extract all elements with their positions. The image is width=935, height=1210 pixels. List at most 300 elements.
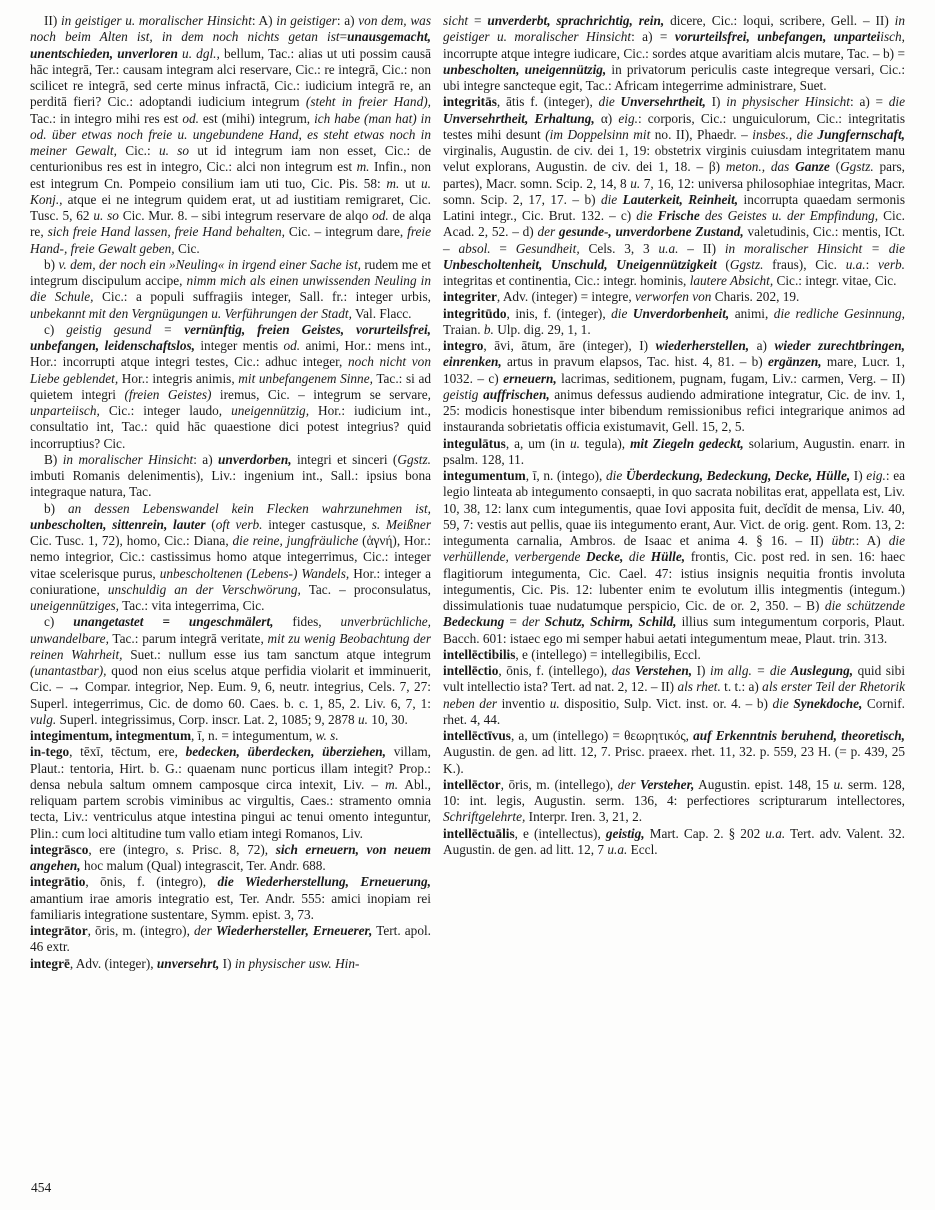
text-run: der — [521, 614, 545, 630]
text-run: animi, Hor.: mens int., Hor.: incorrupti atque integri testes, Cic.: adhuc integer, — [30, 338, 431, 370]
text-run: verworfen von — [635, 289, 712, 305]
text-run: u. — [549, 695, 560, 711]
text-run: integro — [443, 338, 484, 353]
text-run: Synekdoche, — [793, 695, 863, 711]
text-run: intellēctīvus — [443, 728, 511, 743]
text-run: Cels. 3, 3 — [579, 240, 659, 256]
text-run: , a, um (in — [505, 435, 570, 451]
text-run: Frische — [657, 208, 700, 223]
text-run: : corporis, Cic.: unguiculorum, Cic.: integritatis testes mihi desunt — [443, 110, 905, 142]
text-run: Superl. integrissimus, Corp. inscr. Lat. 2, 1085; 9, 2878 — [56, 711, 358, 727]
text-run: Ggstz. — [397, 451, 431, 467]
text-run: integritās — [443, 94, 497, 110]
text-run: des Geistes u. der Empfindung, — [699, 208, 879, 223]
text-run: als erster Teil der Rhetorik neben der — [443, 679, 905, 711]
text-run: Unversehrtheit, — [620, 94, 706, 110]
text-run: I) — [850, 468, 867, 483]
text-run: od. — [182, 110, 199, 126]
text-run: atque ei ne integrum quidem erat, ut ad iustitiam remigraret, Cic. Tusc. 5, 62 — [30, 191, 431, 223]
text-run: insbes., die — [752, 126, 818, 142]
text-run: freie Hand-, freie Gewalt geben, — [30, 224, 431, 256]
text-run: oft verb. — [215, 516, 263, 532]
text-run: wiederherstellen, — [655, 338, 750, 353]
text-run: integer castusque, — [262, 516, 372, 532]
text-run: u.a. — [607, 841, 628, 857]
text-run: c) — [44, 321, 67, 337]
text-run: serm. 128, 10: int. legis, Augustin. serm. 136, 4: perfectiores scripturarum intellectores, — [443, 776, 905, 808]
text-run: 7, 16, 12: universa philosophiae integritas, Macr. somn. Scip. 2, 17, 17. – b) — [443, 175, 905, 207]
text-run: (ἁγνή), Hor.: nemo integrior, Cic.: castissimus homo atque integerrimus, Cic.: integer vitae scelerisque purus, — [30, 533, 431, 581]
text-run: wieder zurechtbringen, einrenken, — [443, 338, 905, 370]
text-run: die — [623, 549, 651, 565]
text-run: : ea legio linteata ab integumento consaepti, in quo sacrata nobilitas erat, appellata est, Liv. 10, 38, 12: lanx cum integumentis, quae Iovi apposita fuit, decĭdit de mensa, Liv. 40, 59, 7: vestis aut pellis, quae iis integumento erant, Aur. Vict. de orig. gent. Rom. 13, 2: integumenta carnalia, Ambros. de Isaac et anima 4. § 16. – II) — [443, 468, 905, 548]
entry-paragraph — [443, 663, 905, 728]
text-run: de alqa re, — [30, 208, 431, 240]
text-run: ( — [829, 159, 841, 175]
text-run: integulātus — [443, 435, 506, 451]
text-run: dicere, Cic.: loqui, scribere, Gell. – II) — [664, 13, 895, 28]
text-run: , inis, f. (integer), — [506, 305, 612, 321]
text-run: vulg. — [30, 711, 57, 727]
text-run: frontis, Cic. post red. in sen. 16: haec flagitiorum integumenta, Cic. Cael. 47: istius insignis nequitia frontis involuta integumentis, Cic. Pis. 12: lubenter enim te evolutum illis integmentis (integum.) dissimulationis tuae nudatumque perspicio, Cic. de or. 2, 350. – B) — [443, 549, 905, 613]
text-run: Cic. — [174, 240, 200, 256]
text-run: integriter — [443, 289, 497, 305]
text-run: imbuti Romanis delenimentis), Liv.: ingenium int., Sall.: ipsius bona integraque natura, Tac. — [30, 468, 431, 500]
text-run: integrē — [30, 955, 70, 971]
text-run: u. — [630, 175, 641, 191]
text-run: 10, 30. — [367, 711, 408, 727]
text-run: , tēxī, tēctum, ere, — [69, 744, 186, 760]
text-run: Auslegung, — [790, 663, 854, 678]
text-run: : A) — [251, 13, 277, 28]
text-run: animi, — [729, 305, 774, 321]
text-run: absol. — [458, 240, 491, 256]
text-run: Lauterkeit, Reinheit, — [622, 191, 739, 207]
text-run: I) — [705, 94, 727, 110]
text-run: die — [605, 468, 626, 483]
entry-paragraph — [443, 13, 905, 94]
text-run: intellēctuālis — [443, 825, 515, 841]
text-run: , ōris, m. (intellego), — [500, 776, 618, 792]
text-run: Cic. – integrum dare, — [284, 224, 408, 240]
text-run: Tac.: parum integrā veritate, — [108, 630, 268, 646]
text-run: , ōnis, f. (intellego), — [498, 663, 612, 678]
text-run: unbescholtenen (Lebens-) Wandels, — [159, 565, 350, 581]
text-run: integritas et continentia, Cic.: integr. hominis, — [443, 273, 690, 288]
text-run: eig. — [866, 468, 886, 483]
text-run: unangetastet = ungeschmälert, — [73, 614, 274, 630]
text-run: a) — [749, 338, 775, 353]
text-run: , e (intellego) = intellegibilis, Eccl. — [515, 646, 701, 662]
text-run: sich freie Hand lassen, freie Hand behalten, — [47, 224, 285, 240]
text-run: Abl., reliquam partem scrobis viminibus ac virgultis, Caes.: stramento omnia tecta, Liv.: ventriculus atque intestina pingui ac tenui omento integuntur, Plin.: cum loci altitudine tum vallo etiam integi Romanos, Liv. — [30, 776, 431, 841]
entry-paragraph — [443, 94, 905, 289]
text-run: der — [537, 224, 559, 240]
text-run: in moralischer Hinsicht — [62, 451, 194, 467]
entry-paragraph — [443, 468, 905, 647]
text-run: die Wiederherstellung, Erneuerung, — [217, 874, 431, 890]
text-run: unversehrt, — [156, 955, 220, 971]
text-run: Tac.: si ad quietem integri — [30, 370, 431, 402]
text-run: quod non eius scelus atque perfidia violarit et imminuerit, Cic. – → Compar. integrior, Nep. Eum. 9, 6, neutr. integrius, Cels. 7, 27: Superl. integerrimus, Cic. de domo 60. Caes. b. c. 1, 85, 2. Liv. 6, 7, 1: — [30, 663, 431, 711]
text-run: incorrupta quaedam sermonis Latini integr., Cic. Brut. 132. – c) — [443, 191, 905, 223]
text-run: od. — [372, 208, 389, 223]
text-run: unbekannt mit den Vergnügungen u. Verführungen der Stadt, — [30, 305, 352, 321]
text-run: Tac. – proconsulatus, — [300, 581, 432, 597]
text-run: m. — [356, 159, 370, 175]
text-run: vorurteilsfrei, unbefangen, unpartei — [674, 29, 881, 45]
text-run: Ganze — [795, 159, 830, 175]
text-run: die — [598, 94, 621, 110]
text-run: Unversehrtheit, Erhaltung, — [443, 110, 595, 126]
text-run: vernünftig, freien Geistes, vorurteilsfrei, unbefangen, leidenschaftslos, — [30, 321, 431, 353]
text-run: der — [194, 923, 216, 938]
text-run: (unantastbar), — [30, 663, 107, 678]
entry-paragraph — [443, 728, 905, 777]
text-run: unschuldig an der Verschwörung, — [107, 581, 301, 597]
text-run: verb. — [878, 256, 905, 272]
text-run: Cic.: a populi suffragiis integer, Sall. fr.: integer urbis, — [93, 289, 431, 305]
text-run: lacrimas, seditionem, pugnam, fugam, Liv.: carmen, Verg. – II) — [556, 370, 905, 386]
text-run: die schützende — [824, 598, 905, 613]
text-run: u.a. — [658, 240, 679, 256]
text-run: unverderbt, sprachrichtig, rein, — [487, 13, 665, 28]
text-run: u. — [357, 711, 368, 727]
text-run: integritūdo — [443, 305, 507, 321]
text-run: ich habe (man hat) in od. über etwas noch freie u. ungebundene Hand, es steht etwas noch in meiner Gewalt, — [30, 110, 432, 158]
text-run: intellēctibilis — [443, 646, 516, 662]
text-run: an dessen Lebenswandel kein Flecken wahrzunehmen ist, — [68, 500, 431, 516]
text-run: integimentum, integmentum — [30, 728, 192, 743]
entry-paragraph — [30, 728, 431, 744]
text-run: die — [611, 305, 633, 321]
text-run: intellēctio — [443, 663, 499, 678]
text-run: , Adv. (integer), — [69, 955, 157, 971]
text-run: valetudinis, Cic.: mentis, ICt. – — [443, 224, 905, 256]
entry-paragraph — [30, 257, 431, 322]
text-run: ( — [205, 516, 216, 532]
text-run: = — [468, 13, 488, 28]
text-run: u.a. — [845, 256, 866, 272]
text-run: integer mentis — [194, 338, 284, 353]
text-run: , Adv. (integer) = integre, — [496, 289, 635, 305]
text-run: u. so — [158, 143, 190, 158]
text-run: = — [490, 240, 516, 256]
text-run: , ere (integro, — [88, 841, 176, 857]
text-run: Hor.: integris animis, — [118, 370, 239, 386]
text-run: integrātor — [30, 923, 88, 938]
text-run: : a) — [193, 451, 219, 467]
text-run: Hor.: integer a coniuratione, — [30, 565, 431, 597]
text-run: unverdorben, — [218, 451, 292, 467]
text-run: illius sum integumentum corporis, Plaut. Bacch. 601: istaec ego mi semper habui aetati integumentum meae, Plaut. trin. 313. — [443, 614, 905, 646]
text-run: Tert. adv. Valent. 32. Augustin. de gen. ad litt. 12, 7 — [443, 825, 905, 857]
text-run: die reine, jungfräuliche — [232, 533, 359, 548]
text-run: in geistiger — [276, 13, 337, 28]
text-run: auffrischen, — [483, 386, 550, 402]
text-run: Cic.: integer laudo, — [99, 403, 232, 418]
text-run: Cornif. rhet. 4, 44. — [443, 695, 905, 727]
text-run: integrātio — [30, 874, 86, 890]
text-run: virginalis, Augustin. de civ. dei 1, 19: obstetrix virginis cuiusdam integritatem manu velut explorans, Augustin. de civ. dei 1, 18. – β) — [443, 143, 905, 175]
text-run: im allg. = die — [710, 663, 791, 678]
text-run: das — [611, 663, 635, 678]
text-run: rudem me et integrum discipulum accipe, — [30, 256, 431, 288]
text-run: (steht in freier Hand), — [305, 94, 431, 110]
text-run: unbescholten, sittenrein, lauter — [30, 516, 206, 532]
text-run: Ggstz. — [840, 159, 874, 175]
text-run: unparteiisch, — [30, 403, 100, 418]
text-run: Augustin. epist. 148, 15 — [694, 776, 834, 792]
text-run: uneigennützig, — [231, 403, 310, 418]
text-run: integri et sinceri ( — [291, 451, 398, 467]
entry-paragraph — [30, 322, 431, 452]
text-run: Unverdorbenheit, — [632, 305, 730, 321]
text-run: in physischer usw. Hin- — [234, 955, 360, 971]
text-run: dispositio, Sulp. Vict. inst. or. 4. – b) — [559, 695, 773, 711]
text-run: u. Konj., — [30, 175, 431, 207]
text-run: α) — [594, 110, 619, 126]
text-run: od. — [283, 338, 301, 353]
text-run: fides, — [273, 614, 341, 630]
entry-paragraph — [30, 874, 431, 923]
text-run: b) — [44, 500, 68, 516]
text-run: in-tego — [30, 744, 70, 760]
text-run: Cic.: — [116, 143, 159, 158]
text-run: m. — [385, 776, 399, 792]
text-run: Suet.: nullum esse ius tam sanctum atque integrum — [122, 646, 431, 662]
text-run: Schriftgelehrte, — [443, 809, 526, 825]
text-run: in geistiger u. moralischer Hinsicht — [443, 13, 905, 45]
text-run: Unbescholtenheit, Unschuld, Uneigennützigkeit — [443, 256, 717, 272]
text-run: (im Doppelsinn mit — [545, 126, 655, 142]
entry-paragraph — [30, 923, 431, 956]
text-run: die redliche Gesinnung, — [773, 305, 905, 321]
text-run: Jungfernschaft, — [817, 126, 905, 142]
text-run: Hor.: iudicium int., consultatio int, Tac.: quid hāc quaestione dici potest integrius? quid incorruptius? Cic. — [30, 403, 431, 451]
text-run: fraus), Cic. — [763, 256, 846, 272]
entry-paragraph — [30, 452, 431, 501]
entry-paragraph — [443, 289, 905, 305]
text-run: pars, partes), Macr. somn. Scip. 2, 14, 8 — [443, 159, 905, 191]
text-run: als rhet. — [677, 679, 721, 695]
text-run: inventio — [497, 695, 550, 711]
text-run: : a) = — [631, 29, 675, 45]
text-run: u. dgl., — [177, 45, 220, 61]
text-run: quid sibi vult intellectio ista? Tert. ad nat. 2, 12. – II) — [443, 663, 906, 695]
text-run: (freien Geistes) — [124, 386, 212, 402]
text-run: die — [772, 695, 794, 711]
text-run: , ōnis, f. (integro), — [85, 874, 218, 890]
entry-paragraph — [30, 614, 431, 728]
text-run: I) — [692, 663, 710, 678]
text-run: die — [888, 94, 906, 110]
text-run: hoc malum (Qual) integrascit, Ter. Andr. 688. — [80, 858, 326, 873]
text-run: geistig — [443, 386, 484, 402]
text-run: Ggstz. — [729, 256, 764, 272]
text-run: Decke, — [586, 549, 624, 565]
text-run: Interpr. Iren. 3, 21, 2. — [525, 809, 643, 825]
text-run: Charis. 202, 19. — [711, 289, 800, 305]
text-run: = — [504, 614, 522, 630]
entry-paragraph — [30, 842, 431, 875]
text-run: I) — [219, 955, 235, 971]
entry-paragraph — [443, 306, 905, 339]
text-run: Augustin. de gen. ad litt. 12, 7. Prisc. praeex. rhet. 11, 32. p. 559, 23 H. (= p. 439, 25 K.). — [443, 744, 905, 776]
text-run: auf Erkenntnis beruhend, theoretisch, — [693, 728, 905, 743]
text-run: ut — [399, 175, 422, 191]
text-run: Tac.: in integro mihi res est — [30, 110, 183, 126]
text-run: Tac.: vita integerrima, Cic. — [119, 598, 265, 613]
text-run: b) — [44, 256, 59, 272]
text-run: animus defessus audiendo admiratione integratur, Cic. de inv. 1, 25: modicis honestisque inter bibendum remissionibus refici integrarique animos ad instauranda sobrietatis officia existumavit, Gell. 15, 2, 5. — [443, 386, 906, 435]
column-right — [443, 13, 905, 858]
text-run: in physischer Hinsicht — [726, 94, 850, 110]
text-run: solarium, Augustin. enarr. in psalm. 128, 11. — [443, 435, 906, 467]
text-run: integrāsco — [30, 841, 89, 857]
text-run: unausgemacht, unentschieden, unverloren — [30, 29, 431, 61]
entry-paragraph — [30, 744, 431, 842]
text-run: mit Ziegeln gedeckt, — [630, 435, 744, 451]
text-run: u. — [833, 776, 844, 792]
entry-paragraph — [30, 501, 431, 615]
text-run: sich erneuern, von neuem angehen, — [30, 841, 431, 873]
entry-paragraph — [443, 777, 905, 826]
text-run: noch nicht von Liebe geblendet, — [30, 354, 431, 386]
text-run: ut id integrum iam non esset, Cic.: de centurionibus res est in integro, Cic.: alci non integrum est — [30, 143, 432, 175]
text-run: lautere Absicht, — [689, 273, 774, 288]
text-run: Tert. apol. 46 extr. — [30, 923, 431, 955]
text-run: , ōris, m. (integro), — [87, 923, 195, 938]
text-run: in geistiger u. moralischer Hinsicht — [60, 13, 252, 28]
text-run: integumentum — [443, 468, 526, 483]
text-run: Cic. Tusc. 1, 72), homo, Cic.: Diana, — [30, 533, 233, 548]
text-run: villam, Plaut.: tentoria, Hirt. b. G.: quaenam nunc porticus illam integit? Prop.: densa nebula saltum omnem camposque circa intexit, Liv. – — [30, 744, 432, 792]
text-run: Cic. Acad. 2, 52. – d) — [443, 208, 905, 240]
text-run: nimm mich als einen unwissenden Neuling in die Schule, — [30, 273, 431, 305]
text-run: artus in pravum elapsos, Tac. hist. 4, 81. – b) — [501, 354, 769, 370]
text-run: Versteher, — [640, 776, 695, 792]
text-run: II) — [44, 13, 61, 28]
entry-paragraph — [443, 436, 905, 469]
text-run: tegula), — [579, 435, 631, 451]
text-run: , āvi, ātum, āre (integer), I) — [483, 338, 656, 353]
text-run: unbescholten, uneigennützig, — [443, 61, 607, 77]
text-run: die — [600, 191, 623, 207]
text-run: intellēctor — [443, 776, 501, 792]
text-run: Schutz, Schirm, Schild, — [544, 614, 677, 630]
text-run: die — [636, 208, 658, 223]
text-run: u. so — [93, 208, 119, 223]
text-run: Ulp. dig. 29, 1, 1. — [493, 321, 591, 337]
text-run: Überdeckung, Bedeckung, Decke, Hülle, — [625, 468, 851, 483]
text-run: erneuern, — [503, 370, 557, 386]
text-run: , ī, n. (intego), — [525, 468, 606, 483]
text-run: = — [339, 29, 348, 45]
text-run: b. — [483, 321, 494, 337]
text-run: in privatorum periculis caste integreque versari, Cic.: ubi integre sancteque egit, Tac.: Africam integerrime administrare, Suet. — [443, 61, 906, 93]
text-run: meton., das — [725, 159, 796, 175]
text-run: die verhüllende, verbergende — [443, 533, 905, 565]
text-run: est (mihi) integrum, — [198, 110, 315, 126]
text-run: : A) — [855, 533, 889, 548]
text-run: ( — [716, 256, 730, 272]
text-run: von dem, was noch beim Alten ist, in dem noch nichts getan ist — [30, 13, 432, 45]
text-run: bedecken, überdecken, überziehen, — [185, 744, 387, 760]
text-run: Bedeckung — [443, 614, 505, 630]
text-run: Verstehen, — [634, 663, 693, 678]
text-run: s. Meißner — [371, 516, 431, 532]
text-run: B) — [44, 451, 63, 467]
text-run: isch — [880, 29, 902, 45]
text-run: Hülle, — [650, 549, 686, 565]
text-run: Prisc. 8, 72), — [184, 841, 276, 857]
text-run: sicht — [443, 13, 469, 28]
text-run: v. dem, der noch ein »Neuling« in irgend einer Sache ist, — [58, 256, 361, 272]
text-run: , incorrupte atque integre iudicare, Cic.: sordes atque avaritiam alcis mutare, Tac. – b) = — [443, 29, 905, 61]
text-run: übtr. — [831, 533, 856, 548]
text-run: uneigennütziges, — [30, 598, 120, 613]
entry-paragraph — [443, 826, 905, 859]
text-run: Infin., non est integrum Cn. Pompeio consilium iam uti tuo, Cic. Pis. 58: — [30, 159, 431, 191]
text-run: Wiederhersteller, Erneuerer, — [215, 923, 373, 938]
text-run: amantium irae amoris integratio est, Ter. Andr. 555: amici inopiam rei familiaris integratione sustentare, Symm. epist. 3, 73. — [30, 890, 431, 922]
text-run: ergänzen, — [768, 354, 822, 370]
text-run: – II) — [678, 240, 725, 256]
text-run: c) — [44, 614, 74, 630]
text-run: Eccl. — [627, 841, 658, 857]
text-run: Gesundheit, — [515, 240, 580, 256]
text-run: s. — [176, 841, 185, 857]
text-run: u.a. — [765, 825, 786, 841]
text-run: mit unbefangenem Sinne, — [238, 370, 373, 386]
column-left — [30, 13, 431, 972]
text-run: no. II), Phaedr. – — [654, 126, 753, 142]
text-run: geistig gesund = — [66, 321, 185, 337]
text-run: : — [865, 256, 879, 272]
entry-paragraph — [30, 956, 431, 972]
entry-paragraph — [30, 13, 431, 257]
text-run: eig. — [618, 110, 638, 126]
text-run: m. — [386, 175, 400, 191]
text-run: : a) = — [850, 94, 889, 110]
text-run: t. t.: a) — [720, 679, 763, 695]
text-run: , ātis f. (integer), — [496, 94, 599, 110]
text-run: Val. Flacc. — [351, 305, 412, 321]
page-number: 454 — [31, 1180, 52, 1195]
text-run: iremus, Cic. – integrum se servare, — [211, 386, 431, 402]
text-run: Cic. Mur. 8. – sibi integrum reservare de alqo — [118, 208, 373, 223]
entry-paragraph — [443, 338, 905, 436]
text-run: bellum, Tac.: alias ut uti possim causā hāc integrā, Ter.: causam integram alci reservare, Cic.: re integrā, Cic.: non scilicet re integrā, sed certe minus infractā, Cic.: iudicium integrā re, an perditā fieri? Cic.: adoptandi iudicium integrum — [30, 45, 431, 110]
text-run: unverbrüchliche, unwandelbare, — [30, 614, 432, 646]
text-run: mit zu wenig Beobachtung der reinen Wahrheit, — [30, 630, 431, 662]
text-run: Cic.: integr. vitae, Cic. — [773, 273, 897, 288]
text-run: : a) — [336, 13, 359, 28]
text-run: gesunde-, unverdorbene Zustand, — [558, 224, 744, 240]
text-run: geistig, — [605, 825, 645, 841]
entry-paragraph — [443, 647, 905, 663]
text-run: Mart. Cap. 2. § 202 — [644, 825, 766, 841]
text-run: mare, Lucr. 1, 1032. – c) — [443, 354, 905, 386]
text-run: w. s. — [315, 728, 339, 743]
text-run: , ī, n. = integumentum, — [191, 728, 316, 743]
text-run: u. — [569, 435, 580, 451]
text-run: der — [617, 776, 641, 792]
text-run: , a, um (intellego) = θεωρητικός, — [510, 728, 694, 743]
text-run: Traian. — [443, 321, 484, 337]
text-run: in moralischer Hinsicht = die — [724, 240, 905, 256]
